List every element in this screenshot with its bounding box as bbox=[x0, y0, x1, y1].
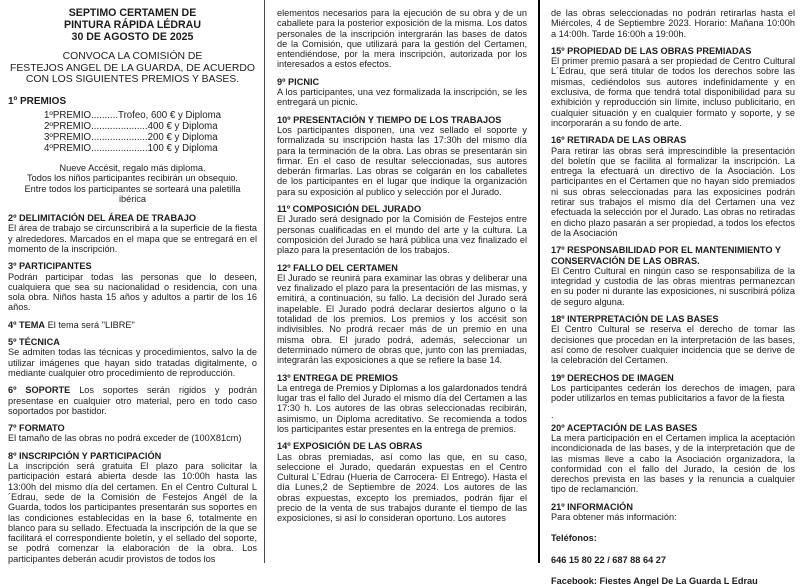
prize-list-block bbox=[44, 110, 221, 154]
section-1-heading-heading: 1º PREMIOS bbox=[8, 95, 67, 107]
section-11-heading: 11º COMPOSICIÓN DEL JURADO bbox=[277, 204, 422, 215]
prize-list-line: 1ºPREMIO..........Trofeo, 600 € y Diploma bbox=[43, 109, 222, 121]
prize-notes-line: Todos los niños participantes recibirán un obsequio. bbox=[27, 173, 238, 184]
section-10-body: Los participantes disponen, una vez sellado el soporte y formalizada su inscripción hasta las 17:30h del mismo día para la terminación de la obra. Las obras se presentarán sin firmar. En el caso de resultar seleccionadas, sus autores deberán firmarlas. Las obras se colgarán en los caballetes de los participantes en el lugar que indique la organización para su exposición al publico y selección por el Jurado. bbox=[277, 124, 527, 197]
section-18-block bbox=[551, 314, 795, 365]
prize-notes-line: ibérica bbox=[118, 193, 147, 204]
section-14-block bbox=[277, 441, 527, 523]
column-2 bbox=[277, 8, 527, 531]
section-20-heading: 20º ACEPTACIÓN DE LAS BASES bbox=[551, 422, 698, 433]
section-14-continuation-body: de las obras seleccionadas no podrán retirarlas hasta el Miércoles, 4 de Septiembre 2023. Horario: Mañana 10:00h a 14:00h. Tarde 16:00h a 19:00h. bbox=[551, 8, 795, 39]
document-title-line: 30 DE AGOSTO DE 2025 bbox=[71, 30, 194, 43]
column-divider-1 bbox=[264, 0, 265, 563]
section-10-block bbox=[277, 115, 527, 197]
section-18-heading: 18º INTERPRETACIÓN DE LAS BASES bbox=[551, 314, 719, 325]
prize-notes-line: Entre todos los participantes se sorteará una paletilla bbox=[24, 183, 241, 194]
section-10-heading: 10º PRESENTACIÓN Y TIEMPO DE LOS TRABAJOS bbox=[277, 114, 502, 125]
section-4-block bbox=[8, 320, 257, 330]
section-14-heading: 14º EXPOSICIÓN DE LAS OBRAS bbox=[277, 441, 423, 452]
column-divider-2 bbox=[538, 0, 540, 563]
document-title-block bbox=[8, 8, 257, 43]
section-5-heading: 5º TÉCNICA bbox=[8, 337, 60, 348]
section-21-block bbox=[551, 502, 795, 523]
section-8-block bbox=[8, 451, 257, 564]
section-11-block bbox=[277, 204, 527, 255]
section-21-heading: 21º INFORMACIÓN bbox=[551, 501, 633, 512]
section-2-heading: 2º DELIMITACIÓN DEL ÁREA DE TRABAJO bbox=[8, 213, 196, 224]
section-16-block bbox=[551, 135, 795, 238]
section-6-body: Los soportes serán rigidos y podrán presentase en cualquier otro material, pero en todo caso soportados por bastidor. bbox=[8, 385, 257, 416]
section-1-heading-block bbox=[8, 97, 257, 107]
prize-list-line: 2ºPREMIO.....................400 € y Diploma bbox=[43, 120, 218, 132]
prize-list-line: 3ºPREMIO.....................200 € y Diploma bbox=[43, 131, 218, 143]
section-9-heading: 9º PICNIC bbox=[277, 76, 320, 87]
document-subtitle-line: FESTEJOS ANGEL DE LA GUARDA, DE ACUERDO bbox=[9, 62, 255, 74]
section-20-body: La mera participación en el Certamen implica la aceptación incondicionada de las bases, y de la interpretación que de las mismas lleve a cabo la Asociación organizadora, la conformidad con el fallo del Jurado, la cesión de los derechos prevista en las bases y la renuncia a cualquier tipo de reclamanción. bbox=[551, 432, 795, 495]
document-subtitle-line: CONVOCA LA COMISIÓN DE bbox=[62, 51, 203, 63]
section-11-body: El Jurado será designado por la Comisión de Festejos entre personas cualificadas en el mundo del arte y la cultura. La composición del Jurado se hará pública una vez finalizado el plazo para la presentación de los trabajos. bbox=[277, 214, 527, 256]
facebook-line-block bbox=[551, 576, 795, 586]
section-14-continuation-block bbox=[551, 8, 795, 39]
section-8-heading: 8º INSCRIPCIÓN Y PARTICIPACIÓN bbox=[8, 450, 162, 461]
section-12-body: El Jurado se reunirá para examinar las obras y deliberar una vez finalizado el plazo para la presentación de las mismas, y emitirá, a continuación, su fallo. La decisión del Jurado será inapelable. El Jurado podrá declarar desiertos alguno o la totalidad de los premios. Los premios y los accésit son indivisibles. No prodrá recaer más de un premio en una misma obra. El jurado podrá, además, seleccionar un determinado número de obras que, junto con las premiadas, integrarán las exposiciones a que se refiere la base 14. bbox=[277, 272, 527, 366]
section-3-body: Podrán participar todas las personas que lo deseen, cualquiera que sea su nacionalidad o residencia, con una sola obra. Niños hasta 15 años y adultos a partir de los 16 años. bbox=[8, 271, 257, 313]
section-12-heading: 12º FALLO DEL CERTAMEN bbox=[277, 262, 398, 273]
phones-label-line: Teléfonos: bbox=[551, 533, 597, 544]
section-8-continuation-body: elementos necesarios para la ejecución de su obra y de un caballete para la posterior exposición de la misma. Los datos personales de la inscripción intergrarán las bases de datos de la Comisión, que utilizará para la gestión del Certamen, entendiéndose, por la mera inscripción, autorizada por los interesados a estos efectos. bbox=[277, 8, 527, 70]
section-7-heading: 7º FORMATO bbox=[8, 423, 65, 434]
section-6-block bbox=[8, 385, 257, 416]
prize-notes-block bbox=[8, 163, 257, 204]
section-16-heading: 16º RETIRADA DE LAS OBRAS bbox=[551, 135, 687, 146]
section-9-body: A los participantes, una vez formalizada la inscripción, se les entregará un picnic. bbox=[277, 87, 527, 108]
section-17-heading: 17º RESPONSABILIDAD POR EL MANTENIMIENTO Y CONSERVACIÓN DE LAS OBRAS. bbox=[551, 245, 781, 266]
section-8-continuation-block bbox=[277, 8, 527, 70]
section-17-body: El Centro Cultural en ningún caso se responsabiliza de la integridad y custodia de las obras mientras permanezcan en su poder ni durante las exposiciones, ni suscribirá póliza de seguro alguna. bbox=[551, 265, 795, 307]
section-7-body: El tamaño de las obras no podrá exceder de (100X81cm) bbox=[8, 433, 242, 444]
section-5-block bbox=[8, 337, 257, 378]
section-17-block bbox=[551, 245, 795, 307]
column-1 bbox=[8, 8, 257, 571]
section-8-body: La inscripción será gratuita El plazo para solicitar la participación estará abierta desde las 10:00h hasta las 13:00h del mismo día del certamen. En el Centro Cultural L´Edrau, sede de la Comisión de Festejos Angél de la Guarda, todos los participantes presentarán sus soportes en las condiciones establecidas en la base 6, totalmente en blanco para su sellado. Efectuada la inscripción de la que se facilitará el correspondiente boletín, y el sellado del soporte, se podrá comenzar la elaboración de la obra. Los participantes deberán acudir provistos de todos los bbox=[8, 461, 257, 564]
section-18-body: El Centro Cultural se reserva el derecho de tomar las decisiones que procedan en la interpretación de las bases, así como de resolver cualquier incidencia que se derive de la celebración del Certamen. bbox=[551, 324, 795, 366]
prize-list-line: 4ºPREMIO.....................100 € y Diploma bbox=[43, 142, 218, 154]
section-5-body: Se admiten todas las técnicas y procedimientos, salvo la de utilizar imágenes que hayan sido tratadas digitalmente, o mediante cualquier otro procedimiento de reproducción. bbox=[8, 347, 257, 378]
section-19-body: Los participantes cederán los derechos de imagen, para poder utilizarlos en temas publicitarios a favor de la fiesta bbox=[551, 382, 795, 404]
prize-notes-line: Nueve Accésit, regalo más diploma. bbox=[59, 162, 206, 173]
stray-period-block bbox=[551, 410, 795, 420]
section-12-block bbox=[277, 263, 527, 366]
section-9-block bbox=[277, 77, 527, 108]
section-13-heading: 13º ENTREGA DE PREMIOS bbox=[277, 372, 398, 383]
column-3 bbox=[551, 8, 795, 586]
facebook-line-line: Facebook: Fiestes Angel De La Guarda L Edrau bbox=[551, 575, 758, 586]
section-15-block bbox=[551, 46, 795, 128]
section-13-body: La entrega de Premios y Diplomas a los galardonados tendrá lugar tras el fallo del Jurado el mismo día del Certamen a las 17:30 h. Los autores de las obras seleccionadas recibirán, asimismo, un Diploma acreditativo. Se recomienda a todos los participantes estar presentes en la entrega de premios. bbox=[277, 382, 527, 434]
section-19-heading: 19º DERECHOS DE IMAGEN bbox=[551, 372, 674, 383]
section-21-body: Para obtener más información: bbox=[551, 512, 677, 523]
stray-period-line: . bbox=[551, 410, 554, 421]
section-16-body: Para retirar las obras será imprescindible la presentación del boletín que se facilita al formalizar la inscripción. La entrega la efectuará un directivo de la Asociación. Los participantes en el Certamen que no hayan sido premiados ni sus obras seleccionadas para las exposicines podrán retirar sus trabajos el mismo día del Certamen una vez efectuada la selección por el Jurado. Las obras no retiradas en dicho plazo pasarán a ser propiedad, a todos los efectos de la Asociación bbox=[551, 145, 795, 238]
document-subtitle-block bbox=[8, 51, 257, 85]
section-6-heading: 6º SOPORTE bbox=[8, 385, 71, 396]
section-3-heading: 3º PARTICIPANTES bbox=[8, 261, 92, 272]
phone-numbers-line: 646 15 80 22 / 687 88 64 27 bbox=[551, 554, 666, 565]
section-19-block bbox=[551, 373, 795, 404]
section-7-block bbox=[8, 423, 257, 444]
section-4-heading: 4º TEMA bbox=[8, 319, 46, 330]
phone-numbers-block bbox=[551, 555, 795, 565]
document-subtitle-line: CON LOS SIGUIENTES PREMIOS Y BASES. bbox=[25, 74, 240, 86]
document-title-line: PINTURA RÁPIDA LÉDRAU bbox=[64, 18, 201, 31]
section-2-body: El área de trabajo se circunscribirá a la superficie de la fiesta y alrededores. Marcados en el mapa que se entregará en el momento de la inscripción. bbox=[8, 223, 257, 254]
section-4-body: El tema será "LIBRE" bbox=[45, 319, 135, 330]
section-15-body: El primer premio pasará a ser propiedad de Centro Cultural L´Edrau, que será titular de todos los derechos sobre las mismas, cediéndolos sus autores indefinidamente y en exclusiva, de forma que tendrá total disponibilidad para su exhibición y reproducción sin límite, incluso publicitario, en cualquier situación y en cualquier formato y soporte, y se incorporarán a su fondo de arte. bbox=[551, 56, 795, 128]
phones-label-block bbox=[551, 533, 795, 543]
section-14-body: Las obras premiadas, así como las que, en su caso, seleccione el Jurado, quedarán expuestas en el Centro Cultural L´Edrau (Hueria de Carrocera- El Entrego). Hasta el día Lunes,2 de Septiembre de 2024. Los autores de las obras expuestas, excepto los premiados, podrán fijar el precio de la venta de sus trabajos durante el tiempo de las exposiciones, si así lo consideran oportuno. Los autores bbox=[277, 451, 527, 524]
section-15-heading: 15º PROPIEDAD DE LAS OBRAS PREMIADAS bbox=[551, 45, 752, 56]
section-3-block bbox=[8, 261, 257, 312]
section-13-block bbox=[277, 373, 527, 435]
section-2-block bbox=[8, 213, 257, 254]
section-20-block bbox=[551, 423, 795, 495]
document-title-line: SEPTIMO CERTAMEN DE bbox=[68, 7, 197, 19]
